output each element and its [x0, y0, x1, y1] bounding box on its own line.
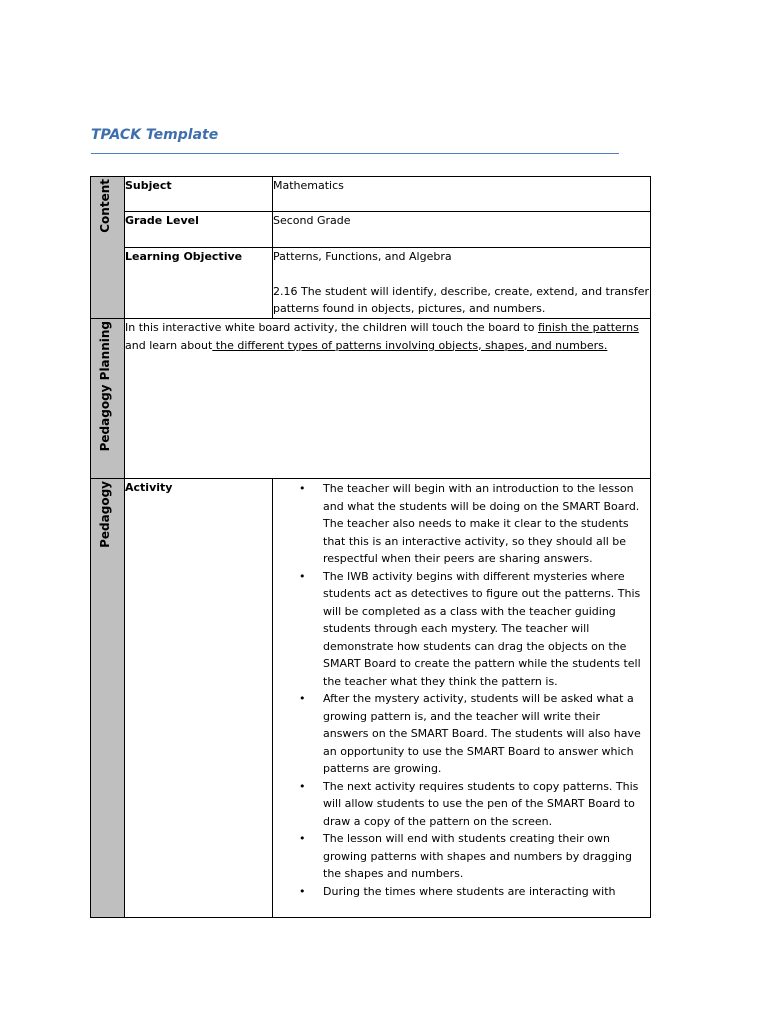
activity-label: Activity	[125, 479, 273, 918]
learning-objective-row	[91, 248, 651, 319]
title-underline	[91, 153, 619, 154]
subject-row	[91, 177, 651, 212]
pedagogy-planning-section-label: Pedagogy Planning	[98, 321, 112, 452]
activity-item	[299, 778, 644, 831]
pedagogy-section-label: Pedagogy	[98, 481, 112, 548]
objective-standard: 2.16 The student will identify, describe, create, extend, and transfer patterns found in objects, pictures, and numbers.	[273, 284, 649, 315]
content-side-header	[91, 177, 125, 319]
activity-description	[273, 479, 651, 918]
learning-objective-label: Learning Objective	[125, 248, 273, 319]
paragraph-gap	[273, 266, 650, 283]
bullet-icon: •	[299, 692, 306, 705]
activity-item	[299, 830, 644, 883]
finish-patterns-link[interactable]: finish the patterns	[537, 321, 639, 334]
tpack-table	[90, 176, 651, 918]
subject-label: Subject	[125, 177, 273, 212]
planning-text-part-1: In this interactive white board activity, the children will touch the board to	[125, 321, 538, 334]
objective-strand: Patterns, Functions, and Algebra	[273, 250, 452, 263]
grade-level-row	[91, 212, 651, 248]
grade-level-value: Second Grade	[273, 212, 651, 248]
pedagogy-planning-text	[125, 319, 651, 479]
activity-list	[273, 479, 644, 900]
content-section-label: Content	[98, 179, 112, 233]
document-title: TPACK Template	[91, 127, 219, 143]
learning-objective-value	[273, 248, 651, 319]
subject-value: Mathematics	[273, 177, 651, 212]
activity-item-text: After the mystery activity, students will be asked what a growing pattern is, and the teacher will write their answers on the SMART Board. The students will also have an opportunity to use the SMART Board to answer which patterns are growing.	[323, 692, 641, 775]
activity-item	[299, 568, 644, 691]
pedagogy-planning-row	[91, 319, 651, 479]
activity-item-text: During the times where students are interacting with	[323, 884, 616, 898]
bullet-icon: •	[299, 884, 306, 898]
pattern-types-link[interactable]: the different types of patterns involving objects, shapes, and numbers.	[212, 338, 608, 352]
planning-text-part-2: and learn about	[125, 338, 213, 352]
bullet-icon: •	[299, 569, 306, 583]
activity-list-clip	[273, 479, 644, 917]
pedagogy-row	[91, 479, 651, 918]
activity-item-text: The IWB activity begins with different mysteries where students act as detectives to figure out the patterns. This will be completed as a class with the teacher guiding students through each mystery. The teacher will demonstrate how students can drag the objects on the SMART Board to create the pattern while the students tell the teacher what they think the pattern is.	[323, 569, 641, 688]
activity-item-text: The teacher will begin with an introduction to the lesson and what the students will be doing on the SMART Board. The teacher also needs to make it clear to the students that this is an interactive activity, so they should all be respectful when their peers are sharing answers.	[323, 482, 640, 565]
activity-item	[299, 690, 644, 778]
bullet-icon: •	[299, 832, 306, 845]
pedagogy-side-header	[91, 479, 125, 918]
grade-level-label: Grade Level	[125, 212, 273, 248]
activity-item	[299, 480, 644, 568]
bullet-icon: •	[299, 482, 306, 495]
activity-item-text: The next activity requires students to copy patterns. This will allow students to use the pen of the SMART Board to draw a copy of the pattern on the screen.	[323, 779, 639, 828]
bullet-icon: •	[299, 779, 306, 793]
activity-item	[299, 883, 644, 901]
activity-item-text: The lesson will end with students creating their own growing patterns with shapes and numbers by dragging the shapes and numbers.	[323, 832, 632, 880]
pedagogy-planning-side-header	[91, 319, 125, 479]
